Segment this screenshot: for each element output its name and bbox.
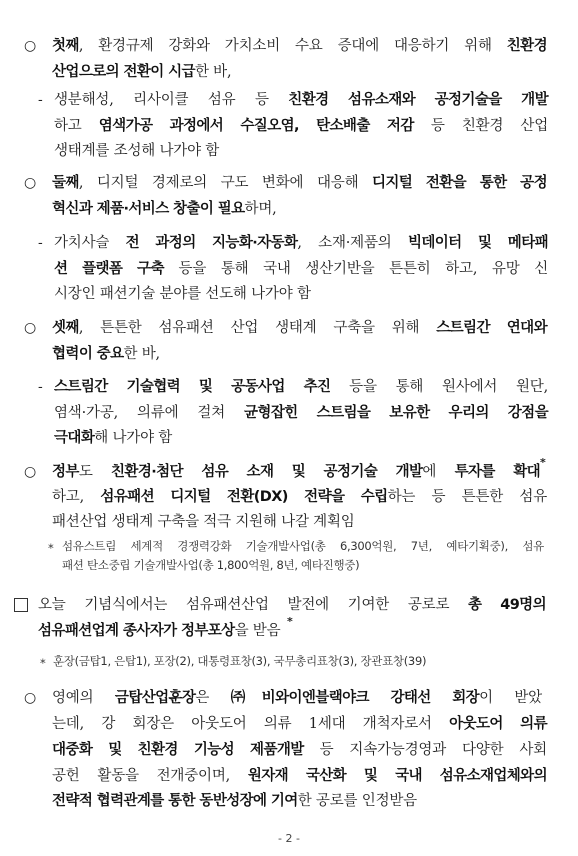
text-segment: 하며,: [244, 201, 277, 217]
text-segment: 생분해성, 리사이클 섬유 등: [54, 92, 289, 108]
text-segment: 을 받음: [234, 623, 281, 639]
bold-text-segment: 극대화: [54, 430, 95, 446]
bold-text-segment: 전략적 협력관계를 통한 동반성장에 기여: [52, 793, 298, 809]
paragraph-6-line-4: [52, 766, 547, 786]
text-segment: 공헌 활동을 전개중이며,: [52, 768, 248, 784]
text-segment: 한 공로를 인정받음: [297, 793, 417, 809]
paragraph-5-line-1: [38, 595, 546, 615]
paragraph-4-line-1: [52, 462, 540, 482]
text-segment: 하고: [54, 118, 99, 134]
bold-text-segment: 염색가공 과정에서 수질오염, 탄소배출 저감: [98, 118, 414, 134]
text-segment: 등을 통해 국내 생산기반을 튼튼히 하고, 유망 신: [163, 261, 549, 277]
paragraph-2a-line-3: [54, 284, 311, 304]
bold-text-segment: 섬유패션업계 종사자가 정부포상: [38, 623, 235, 639]
text-segment: 패션산업 생태계 구축을 적극 지원해 나갈 계획임: [52, 514, 355, 530]
paragraph-6-line-5: [52, 791, 417, 811]
paragraph-1a-line-2: [54, 116, 548, 136]
paragraph-3-line-1: [52, 318, 547, 338]
bold-text-segment: 첫째: [52, 38, 79, 54]
bold-text-segment: 친환경: [506, 38, 547, 54]
dash-bullet: -: [38, 235, 43, 251]
footnote-marker: *: [540, 456, 546, 469]
text-segment: 시장인 패션기술 분야를 선도해 나가야 함: [54, 286, 311, 302]
bold-text-segment: 빅데이터 및 메타패: [407, 235, 549, 251]
bold-text-segment: 투자를 확대: [454, 464, 541, 480]
bold-text-segment: 협력이 중요: [52, 346, 124, 362]
bold-text-segment: 친환경 섬유소재와 공정기술을 개발: [288, 92, 548, 108]
text-segment: 한 바,: [123, 346, 160, 362]
text-segment: , 디지털 경제로의 구도 변화에 대응해: [78, 175, 372, 191]
bold-text-segment: 스트림간 기술협력 및 공동사업 추진: [54, 379, 331, 395]
paragraph-1a-line-3: [54, 141, 219, 161]
text-segment: 은: [195, 690, 231, 706]
paragraph-2-line-2: [52, 199, 277, 219]
text-segment: 등 친환경 산업: [413, 118, 549, 134]
footnote-marker: *: [287, 615, 293, 628]
bold-text-segment: 정부: [52, 464, 79, 480]
circle-bullet: ○: [24, 690, 37, 706]
footnote-1-line-2: 패션 탄소중립 기술개발사업(총 1,800억원, 8년, 예타진행중): [62, 558, 360, 572]
text-segment: 하는 등 튼튼한 섬유: [387, 489, 548, 505]
bold-text-segment: 총 49명의: [468, 597, 546, 613]
paragraph-6-line-3: [52, 740, 547, 760]
paragraph-2a-line-1: [54, 233, 548, 253]
square-bullet: [14, 598, 28, 612]
text-segment: , 환경규제 강화와 가치소비 수요 증대에 대응하기 위해: [78, 38, 507, 54]
footnote-star: *: [40, 656, 46, 670]
text-segment: 는데, 강 회장은 아웃도어 의류 1세대 개척자로서: [52, 716, 450, 732]
paragraph-1-line-1: [52, 36, 547, 56]
paragraph-3a-line-1: [54, 377, 548, 397]
paragraph-3-line-2: [52, 344, 160, 364]
text-segment: 해 나가야 함: [94, 430, 173, 446]
bold-text-segment: 둘째: [52, 175, 79, 191]
text-segment: 하고,: [52, 489, 101, 505]
text-segment: 염색·가공, 의류에 걸쳐: [54, 405, 245, 421]
text-segment: 영예의: [52, 690, 115, 706]
dash-bullet: -: [38, 379, 43, 395]
text-segment: 가치사슬: [54, 235, 126, 251]
paragraph-1a-line-1: [54, 90, 548, 110]
paragraph-3a-line-3: [54, 428, 172, 448]
paragraph-6-line-1: [52, 688, 542, 708]
text-segment: , 튼튼한 섬유패션 산업 생태계 구축을 위해: [78, 320, 437, 336]
footnote-star: *: [48, 541, 54, 555]
bold-text-segment: 균형잡힌 스트림을 보유한 우리의 강점을: [244, 405, 548, 421]
paragraph-4-line-3: [52, 512, 355, 532]
paragraph-4-line-2: [52, 487, 547, 507]
dash-bullet: -: [38, 92, 43, 108]
bold-text-segment: 친환경·첨단 섬유 소재 및 공정기술 개발: [111, 464, 423, 480]
bold-text-segment: 스트림간 연대와: [436, 320, 547, 336]
text-segment: 이 받았: [479, 690, 542, 706]
circle-bullet: ○: [24, 175, 37, 191]
text-segment: 에: [422, 464, 455, 480]
paragraph-2a-line-2: [54, 259, 548, 279]
paragraph-1-line-2: [52, 62, 231, 82]
bold-text-segment: 디지털 전환을 통한 공정: [371, 175, 547, 191]
bold-text-segment: 금탑산업훈장: [114, 690, 196, 706]
paragraph-5-line-2: [38, 621, 280, 641]
text-segment: 오늘 기념식에서는 섬유패션산업 발전에 기여한 공로로: [38, 597, 469, 613]
bold-text-segment: 산업으로의 전환이 시급: [52, 64, 195, 80]
text-segment: 도: [78, 464, 111, 480]
text-segment: , 소재·제품의: [297, 235, 408, 251]
footnote-2: 훈장(금탑1, 은탑1), 포장(2), 대통령표창(3), 국무총리표창(3), 장관표창(39): [53, 654, 427, 668]
bold-text-segment: 셋째: [52, 320, 79, 336]
circle-bullet: ○: [24, 38, 37, 54]
page-number: - 2 -: [278, 832, 300, 845]
bold-text-segment: 섬유패션 디지털 전환(DX) 전략을 수립: [100, 489, 388, 505]
bold-text-segment: 혁신과 제품·서비스 창출이 필요: [52, 201, 245, 217]
bold-text-segment: 전 과정의 지능화·자동화: [125, 235, 298, 251]
circle-bullet: ○: [24, 464, 37, 480]
text-segment: 한 바,: [194, 64, 232, 80]
paragraph-6-line-2: [52, 714, 547, 734]
paragraph-3a-line-2: [54, 403, 548, 423]
bold-text-segment: 션 플랫폼 구축: [54, 261, 164, 277]
bold-text-segment: ㈜비와이엔블랙야크 강태선 회장: [230, 690, 480, 706]
circle-bullet: ○: [24, 320, 37, 336]
bold-text-segment: 아웃도어 의류: [449, 716, 547, 732]
text-segment: 등을 통해 원사에서 원단,: [330, 379, 548, 395]
bold-text-segment: 대중화 및 친환경 기능성 제품개발: [52, 742, 304, 758]
paragraph-2-line-1: [52, 173, 547, 193]
text-segment: 생태계를 조성해 나가야 함: [54, 143, 220, 159]
bold-text-segment: 원자재 국산화 및 국내 섬유소재업체와의: [247, 768, 547, 784]
footnote-1-line-1: 섬유스트림 세계적 경쟁력강화 기술개발사업(총 6,300억원, 7년, 예타기획중), 섬유: [62, 539, 544, 553]
text-segment: 등 지속가능경영과 다양한 사회: [303, 742, 547, 758]
